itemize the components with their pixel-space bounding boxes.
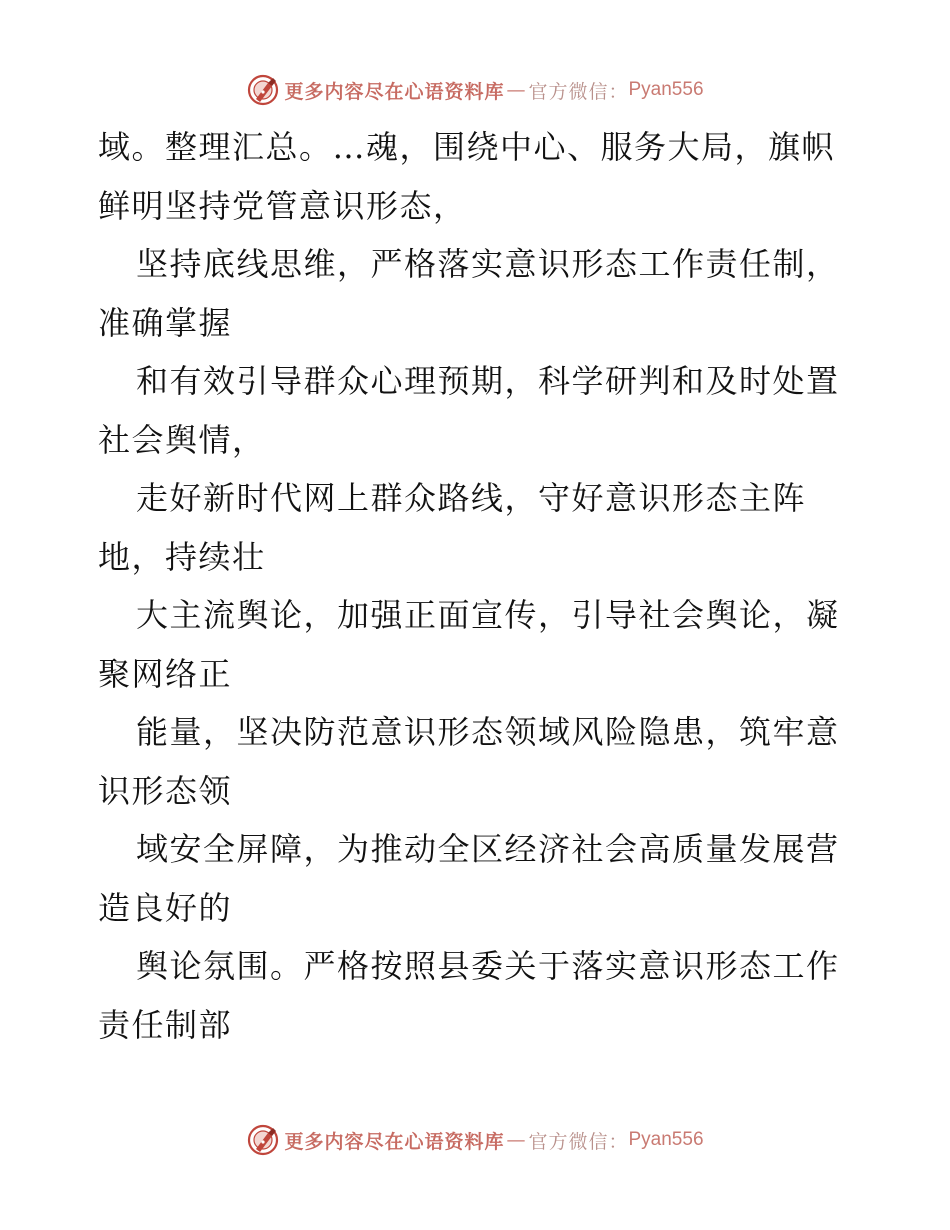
body-line: 能量，坚决防范意识形态领域风险隐患，筑牢意 <box>136 713 840 751</box>
body-line: 域安全屏障，为推动全区经济社会高质量发展营 <box>136 830 840 868</box>
header-banner <box>0 70 950 110</box>
footer-wechat-label: 官方微信： <box>528 1130 629 1153</box>
header-dash: — <box>506 79 527 101</box>
header-wechat-id: Pyan556 <box>628 79 704 100</box>
body-line: 鲜明坚持党管意识形态， <box>98 186 467 225</box>
body-line: 识形态领 <box>98 771 233 810</box>
body-line: 大主流舆论，加强正面宣传，引导社会舆论，凝 <box>136 596 840 634</box>
body-line: 坚持底线思维，严格落实意识形态工作责任制， <box>136 245 840 283</box>
body-line: 舆论氛围。严格按照县委关于落实意识形态工作 <box>136 947 840 985</box>
header-wechat-label: 官方微信： <box>528 80 629 103</box>
pen-nib-logo-icon <box>246 1123 280 1157</box>
body-line: 造良好的 <box>98 888 233 927</box>
body-line: 准确掌握 <box>98 303 233 342</box>
pen-nib-logo-icon <box>246 73 280 107</box>
body-line: 域。整理汇总。…魂，围绕中心、服务大局，旗帜 <box>98 128 836 166</box>
header-brand-text: 更多内容尽在心语资料库 <box>284 80 505 103</box>
body-line: 走好新时代网上群众路线，守好意识形态主阵 <box>136 479 807 517</box>
body-text <box>98 118 858 1054</box>
footer-banner <box>0 1120 950 1160</box>
body-line: 社会舆情， <box>98 420 266 459</box>
body-line: 聚网络正 <box>98 654 233 693</box>
footer-wechat-id: Pyan556 <box>628 1129 704 1150</box>
footer-dash: — <box>506 1129 527 1151</box>
body-line: 责任制部 <box>98 1005 233 1044</box>
body-line: 地，持续壮 <box>98 537 266 576</box>
body-line: 和有效引导群众心理预期，科学研判和及时处置 <box>136 362 840 400</box>
footer-brand-text: 更多内容尽在心语资料库 <box>284 1130 505 1153</box>
